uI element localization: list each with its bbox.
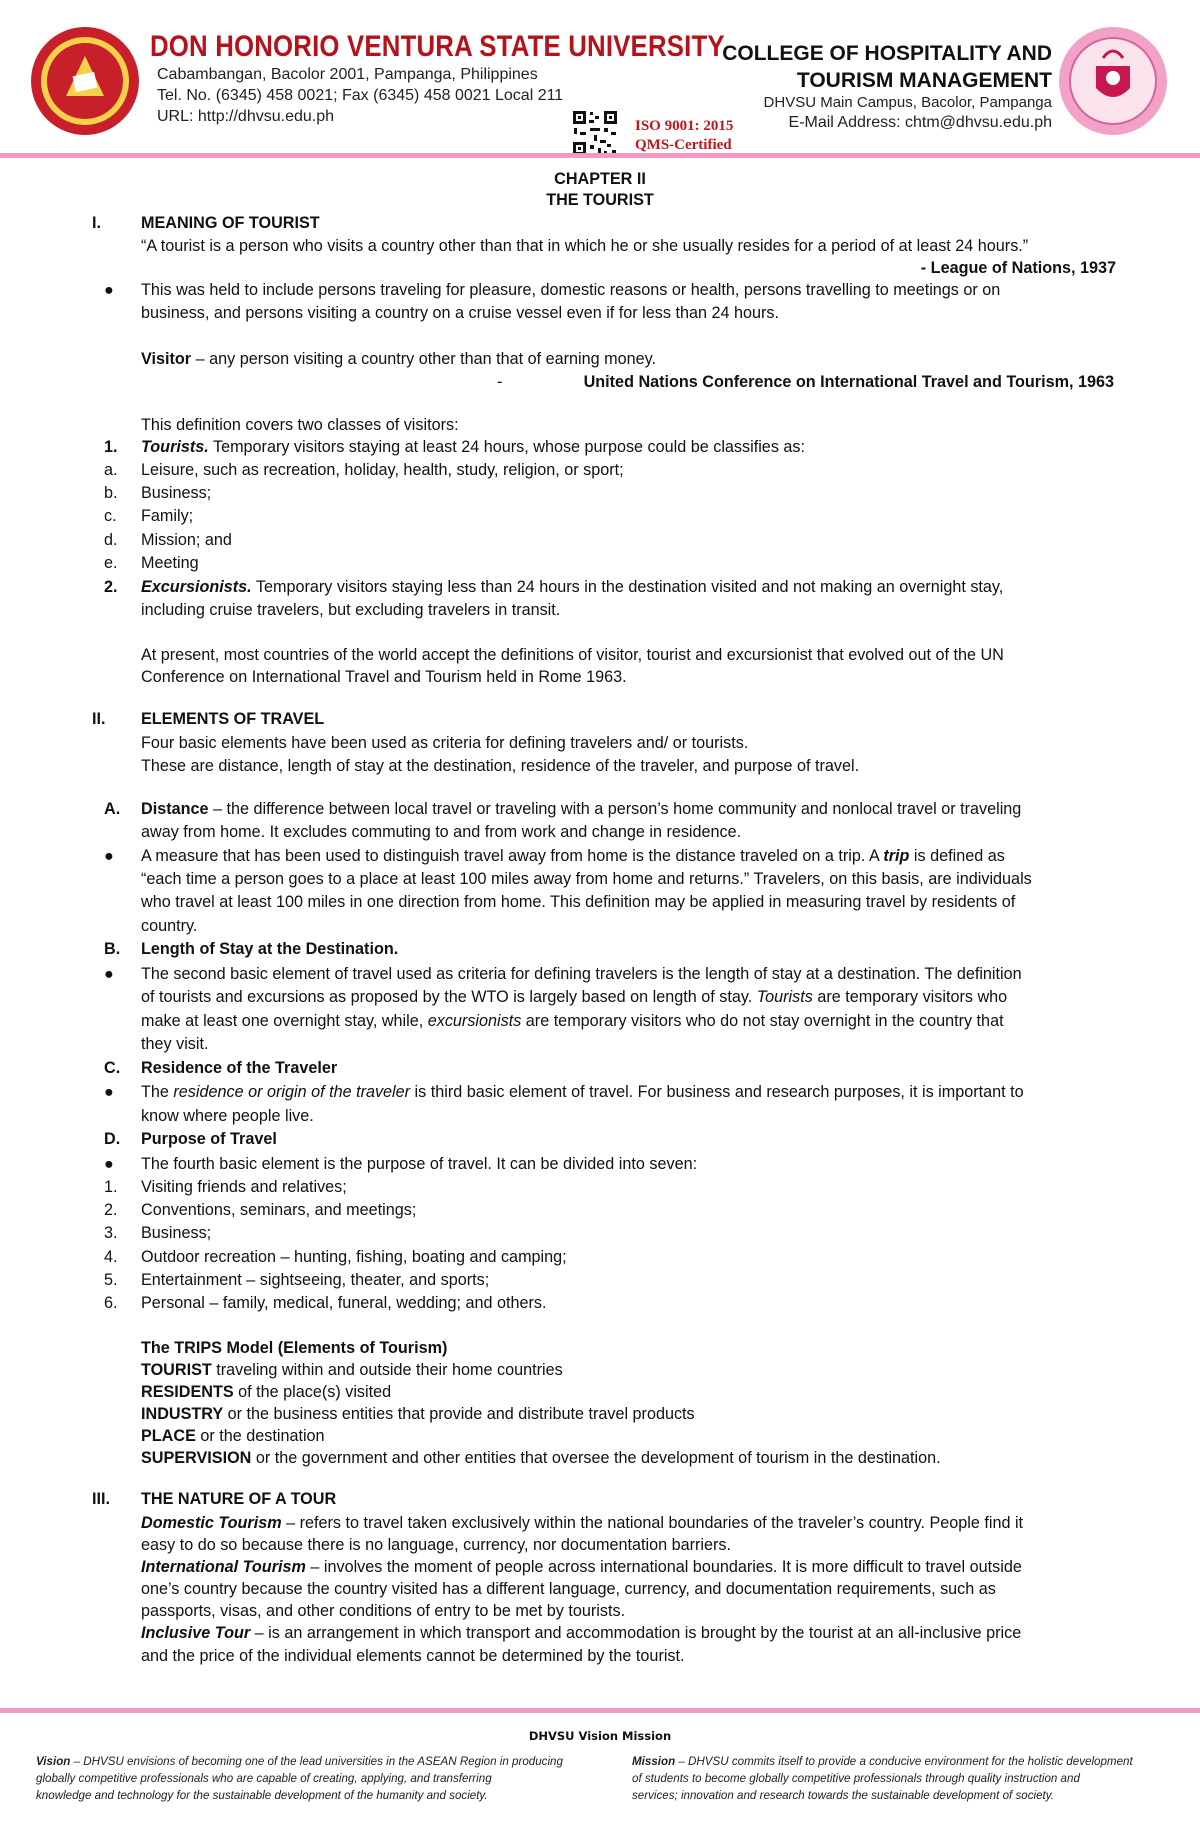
bullet-icon: ● xyxy=(104,1155,114,1173)
college-name-line2: TOURISM MANAGEMENT xyxy=(796,69,1052,92)
visitor-class-excursionists: Excursionists. Temporary visitors staying less than 24 hours in the destination visited and not making an overnight stay, xyxy=(141,578,1004,596)
paragraph-line: These are distance, length of stay at the destination, residence of the traveler, and purpose of travel. xyxy=(141,757,860,775)
university-name: DON HONORIO VENTURA STATE UNIVERSITY xyxy=(150,30,725,63)
list-letter: e. xyxy=(104,553,118,572)
trips-model-item: SUPERVISION or the government and other entities that oversee the development of tourism in the destination. xyxy=(141,1449,941,1467)
bullet-icon: ● xyxy=(104,1083,114,1101)
paragraph-line: away from home. It excludes commuting to and from work and change in residence. xyxy=(141,823,742,841)
source-dash: - xyxy=(497,373,503,391)
paragraph-line: Conference on International Travel and Tourism held in Rome 1963. xyxy=(141,668,627,686)
university-address: Cabambangan, Bacolor 2001, Pampanga, Philippines xyxy=(157,66,538,83)
trips-model-item: INDUSTRY or the business entities that provide and distribute travel products xyxy=(141,1405,695,1423)
term: International Tourism xyxy=(141,1558,306,1576)
mission-statement: Mission – DHVSU commits itself to provide a conducive environment for the holistic development of students to become globally competitive professionals through quality instruction and services; innovation and research towards the sustainable development of society. xyxy=(632,1755,1133,1802)
element-distance: Distance – the difference between local travel or traveling with a person’s home community and nonlocal travel or traveling xyxy=(141,800,1022,818)
paragraph-line: including cruise travelers, but excluding travelers in transit. xyxy=(141,601,561,619)
section-number: III. xyxy=(92,1490,110,1508)
subheading: Residence of the Traveler xyxy=(141,1059,338,1077)
list-letter: d. xyxy=(104,530,118,549)
list-number: 1. xyxy=(104,1178,118,1196)
college-email: E-Mail Address: chtm@dhvsu.edu.ph xyxy=(788,114,1052,131)
university-seal-logo xyxy=(30,26,140,136)
section-number: I. xyxy=(92,214,101,232)
paragraph-line: The residence or origin of the traveler is third basic element of travel. For business and research purposes, it is important to xyxy=(141,1083,1024,1101)
inclusive-tour-definition: Inclusive Tour – is an arrangement in which transport and accommodation is brought by the tourist at an all-inclusive price xyxy=(141,1624,1022,1642)
term: Distance xyxy=(141,800,209,818)
vision-label: Vision xyxy=(36,1755,71,1768)
list-item: Business; xyxy=(141,1224,212,1243)
term: Tourists. xyxy=(141,438,209,456)
term: Inclusive Tour xyxy=(141,1624,251,1642)
paragraph-line: make at least one overnight stay, while, excursionists are temporary visitors who do not stay overnight in the country that xyxy=(141,1012,1004,1030)
list-number: 2. xyxy=(104,1201,118,1220)
college-campus: DHVSU Main Campus, Bacolor, Pampanga xyxy=(763,94,1052,111)
paragraph-line: easy to do so because there is no language, currency, nor documentation barriers. xyxy=(141,1536,731,1554)
subheading: Length of Stay at the Destination. xyxy=(141,940,399,958)
university-url: URL: http://dhvsu.edu.ph xyxy=(157,108,334,125)
list-letter: b. xyxy=(104,484,118,503)
section-heading: MEANING OF TOURIST xyxy=(141,214,320,232)
section-heading: ELEMENTS OF TRAVEL xyxy=(141,710,325,728)
iso-certification-badge xyxy=(635,117,733,155)
list-number: 3. xyxy=(104,1224,118,1243)
trips-key: INDUSTRY xyxy=(141,1405,224,1423)
college-name xyxy=(722,40,1052,94)
list-item: Outdoor recreation – hunting, fishing, boating and camping; xyxy=(141,1247,567,1266)
quote-source: - League of Nations, 1937 xyxy=(920,259,1116,277)
term: Excursionists. xyxy=(141,578,252,596)
trips-model-item: TOURIST traveling within and outside their home countries xyxy=(141,1361,563,1379)
list-item: Leisure, such as recreation, holiday, health, study, religion, or sport; xyxy=(141,461,624,479)
iso-standard: ISO 9001: 2015 xyxy=(635,118,734,134)
chapter-number: CHAPTER II xyxy=(554,170,646,188)
trips-key: RESIDENTS xyxy=(141,1383,234,1401)
paragraph-line: who travel at least 100 miles in one direction from home. This definition may be applied in measuring travel by residents of xyxy=(141,893,1016,911)
list-item: Entertainment – sightseeing, theater, and sports; xyxy=(141,1270,490,1289)
bullet-icon: ● xyxy=(104,965,114,983)
chapter-title: THE TOURIST xyxy=(546,191,654,209)
term: Visitor xyxy=(141,350,192,368)
college-name-line1: COLLEGE OF HOSPITALITY AND xyxy=(722,42,1052,65)
paragraph-line: and the price of the individual elements cannot be determined by the tourist. xyxy=(141,1647,685,1665)
subheading: Purpose of Travel xyxy=(141,1130,277,1148)
bullet-icon: ● xyxy=(104,847,114,865)
term: Domestic Tourism xyxy=(141,1514,282,1532)
paragraph-line: “each time a person goes to a place at least 100 miles away from home and returns.” Travelers, on this basis, are individuals xyxy=(141,870,1032,888)
list-item: Family; xyxy=(141,507,194,526)
paragraph-line: Four basic elements have been used as criteria for defining travelers and/ or tourists. xyxy=(141,734,749,752)
trips-key: SUPERVISION xyxy=(141,1449,252,1467)
paragraph-line: The second basic element of travel used as criteria for defining travelers is the length of stay at a destination. The definition xyxy=(141,965,1022,983)
paragraph-line: passports, visas, and other conditions of entry to be met by tourists. xyxy=(141,1602,626,1620)
trips-model-item: PLACE or the destination xyxy=(141,1427,325,1445)
bullet-icon: ● xyxy=(104,281,114,299)
mission-label: Mission xyxy=(632,1755,676,1768)
list-number: 5. xyxy=(104,1270,118,1289)
list-item: Conventions, seminars, and meetings; xyxy=(141,1201,417,1220)
paragraph-line: This definition covers two classes of visitors: xyxy=(141,416,459,434)
tourist-quote: “A tourist is a person who visits a country other than that in which he or she usually resides for a period of at least 24 hours.” xyxy=(141,237,1029,255)
visitor-source: United Nations Conference on International Travel and Tourism, 1963 xyxy=(583,373,1114,391)
university-phone: Tel. No. (6345) 458 0021; Fax (6345) 458 0021 Local 211 xyxy=(157,87,564,104)
visitor-definition: Visitor – any person visiting a country other than that of earning money. xyxy=(141,350,657,368)
trips-model-item: RESIDENTS of the place(s) visited xyxy=(141,1383,392,1401)
trips-key: PLACE xyxy=(141,1427,196,1445)
paragraph-line: country. xyxy=(141,917,198,935)
list-letter: B. xyxy=(104,940,121,958)
trips-key: TOURIST xyxy=(141,1361,212,1379)
footer-divider xyxy=(0,1708,1200,1713)
list-letter: c. xyxy=(104,507,117,526)
paragraph-line: At present, most countries of the world accept the definitions of visitor, tourist and excursionist that evolved out of the UN xyxy=(141,646,1004,664)
list-letter: A. xyxy=(104,800,121,818)
paragraph-line: A measure that has been used to distinguish travel away from home is the distance traveled on a trip. A trip is defined as xyxy=(141,847,1005,865)
trips-model-title: The TRIPS Model (Elements of Tourism) xyxy=(141,1339,448,1357)
paragraph-line: This was held to include persons traveling for pleasure, domestic reasons or health, persons travelling to meetings or on xyxy=(141,281,1001,299)
domestic-tourism-definition: Domestic Tourism – refers to travel taken exclusively within the national boundaries of the traveler’s country. People find it xyxy=(141,1514,1024,1532)
international-tourism-definition: International Tourism – involves the moment of people across international boundaries. It is more difficult to travel outside xyxy=(141,1558,1022,1576)
list-letter: a. xyxy=(104,461,118,479)
college-seal-logo xyxy=(1058,26,1168,136)
list-number: 1. xyxy=(104,438,118,456)
visitor-class-tourists: Tourists. Temporary visitors staying at least 24 hours, whose purpose could be classifies as: xyxy=(141,438,805,456)
qms-certified: QMS-Certified xyxy=(635,137,732,153)
list-item: Mission; and xyxy=(141,530,232,549)
paragraph-line: The fourth basic element is the purpose of travel. It can be divided into seven: xyxy=(141,1155,698,1173)
section-number: II. xyxy=(92,710,106,728)
list-item: Personal – family, medical, funeral, wedding; and others. xyxy=(141,1294,547,1312)
paragraph-line: they visit. xyxy=(141,1035,209,1053)
list-letter: D. xyxy=(104,1130,121,1148)
footer-title: DHVSU Vision Mission xyxy=(528,1729,672,1743)
header-divider xyxy=(0,153,1200,158)
vision-statement: Vision – DHVSU envisions of becoming one of the lead universities in the ASEAN Region in producing globally competitive professionals who are capable of creating, applying, and transferring knowledge and technology for the sustainable development of the humanity and society. xyxy=(36,1755,563,1802)
qr-code-icon xyxy=(572,110,618,156)
list-number: 2. xyxy=(104,578,118,596)
list-number: 4. xyxy=(104,1247,118,1266)
list-item: Meeting xyxy=(141,553,199,572)
list-item: Visiting friends and relatives; xyxy=(141,1178,347,1196)
paragraph-line: business, and persons visiting a country on a cruise vessel even if for less than 24 hours. xyxy=(141,304,779,322)
paragraph-line: know where people live. xyxy=(141,1107,314,1125)
list-number: 6. xyxy=(104,1294,118,1312)
list-letter: C. xyxy=(104,1059,121,1077)
section-heading: THE NATURE OF A TOUR xyxy=(141,1490,337,1508)
paragraph-line: one’s country because the country visited has a different language, currency, and documentation requirements, such as xyxy=(141,1580,996,1598)
list-item: Business; xyxy=(141,484,212,503)
paragraph-line: of tourists and excursions as proposed by the WTO is largely based on length of stay. Tourists are temporary visitors who xyxy=(141,988,1008,1006)
